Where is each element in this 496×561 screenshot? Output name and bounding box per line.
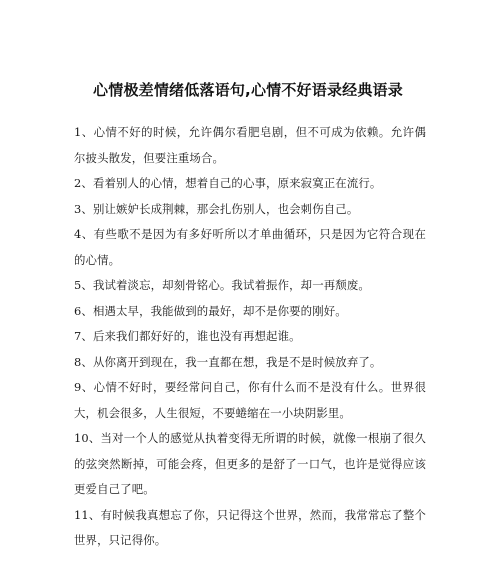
list-item: 4、有些歌不是因为有多好听所以才单曲循环，只是因为它符合现在的心情。 [74,227,426,267]
list-item: 1、心情不好的时候，允许偶尔看肥皂剧，但不可成为依赖。允许偶尔披头散发，但要注重场合。 [74,125,426,165]
list-item: 11、有时候我真想忘了你，只记得这个世界，然而，我常常忘了整个世界，只记得你。 [74,507,426,547]
document-body [74,120,426,554]
list-item: 8、从你离开到现在，我一直都在想，我是不是时候放弃了。 [74,354,382,369]
list-item: 6、相遇太早，我能做到的最好，却不是你要的刚好。 [74,303,347,318]
list-item: 9、心情不好时，要经常问自己，你有什么而不是没有什么。世界很大，机会很多，人生很短，不要蜷缩在一小块阴影里。 [74,380,426,420]
document-title: 心情极差情绪低落语句,心情不好语录经典语录 [93,81,403,99]
list-item: 10、当对一个人的感觉从执着变得无所谓的时候，就像一根崩了很久的弦突然断掉，可能会疼，但更多的是舒了一口气，也许是觉得应该更爱自己了吧。 [74,431,426,496]
list-item: 2、看着别人的心情，想着自己的心事，原来寂寞正在流行。 [74,176,382,190]
list-item: 3、别让嫉妒长成荆棘，那会扎伤别人，也会刺伤自己。 [74,201,359,216]
list-item: 7、后来我们都好好的，谁也没有再想起谁。 [74,329,301,343]
list-item: 5、我试着淡忘，却刻骨铭心。我试着振作，却一再颓废。 [74,278,370,292]
